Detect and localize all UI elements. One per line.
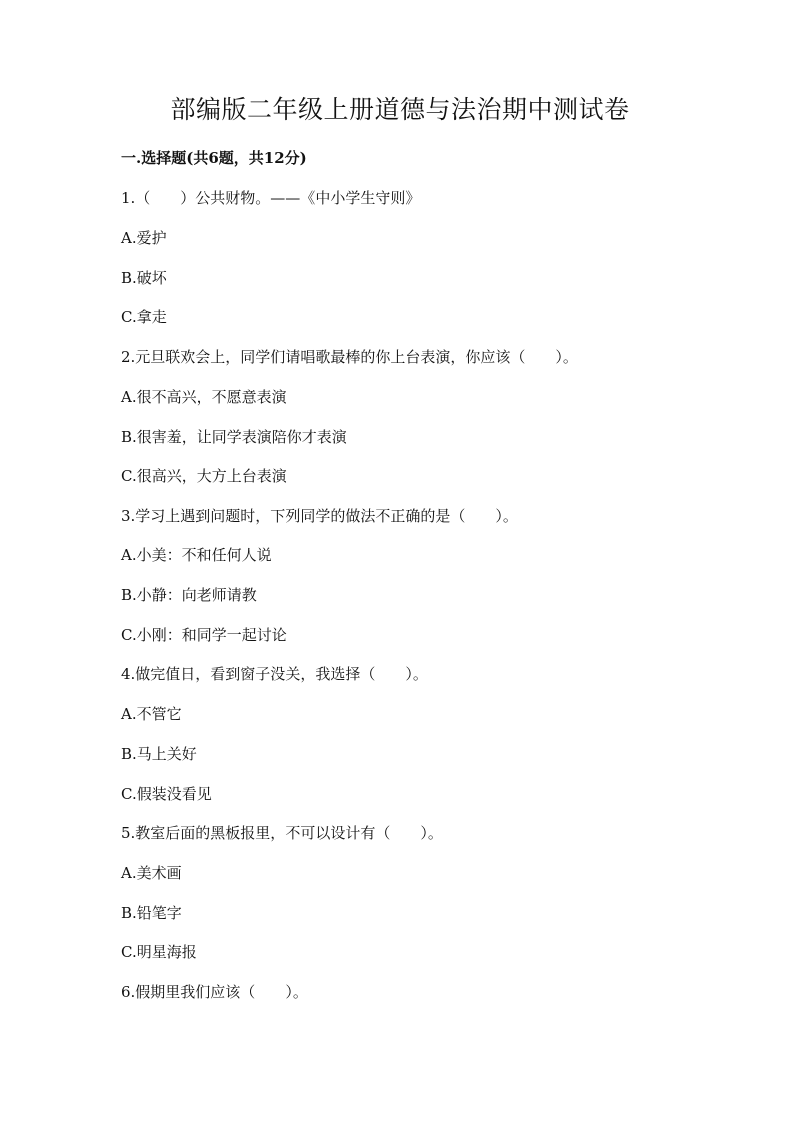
question-stem: 4.做完值日，看到窗子没关，我选择（ ）。 [121,665,428,683]
question-stem: 5.教室后面的黑板报里，不可以设计有（ ）。 [121,824,443,842]
question-stem: 2.元旦联欢会上，同学们请唱歌最棒的你上台表演，你应该（ ）。 [121,348,578,366]
question-option: B.小静：向老师请教 [121,586,257,604]
question-option: C.很高兴，大方上台表演 [121,467,287,485]
question-option: B.马上关好 [121,745,197,763]
question-option: A.不管它 [121,705,182,723]
question-option: C.假装没看见 [121,785,212,803]
question-option: A.小美：不和任何人说 [121,546,272,564]
question-option: A.美术画 [121,864,182,882]
question-stem: 1.（ ）公共财物。——《中小学生守则》 [121,189,421,207]
question-option: C.小刚：和同学一起讨论 [121,626,287,644]
question-stem: 6.假期里我们应该（ ）。 [121,983,308,1001]
question-option: C.拿走 [121,308,167,326]
question-option: A.很不高兴，不愿意表演 [121,388,287,406]
question-stem: 3.学习上遇到问题时，下列同学的做法不正确的是（ ）。 [121,507,518,525]
section-heading: 一.选择题(共6题，共12分) [121,149,307,167]
question-option: C.明星海报 [121,943,197,961]
exam-title: 部编版二年级上册道德与法治期中测试卷 [170,95,630,124]
question-option: A.爱护 [121,229,167,247]
question-option: B.很害羞，让同学表演陪你才表演 [121,428,347,446]
question-option: B.铅笔字 [121,904,182,922]
question-option: B.破坏 [121,269,167,287]
